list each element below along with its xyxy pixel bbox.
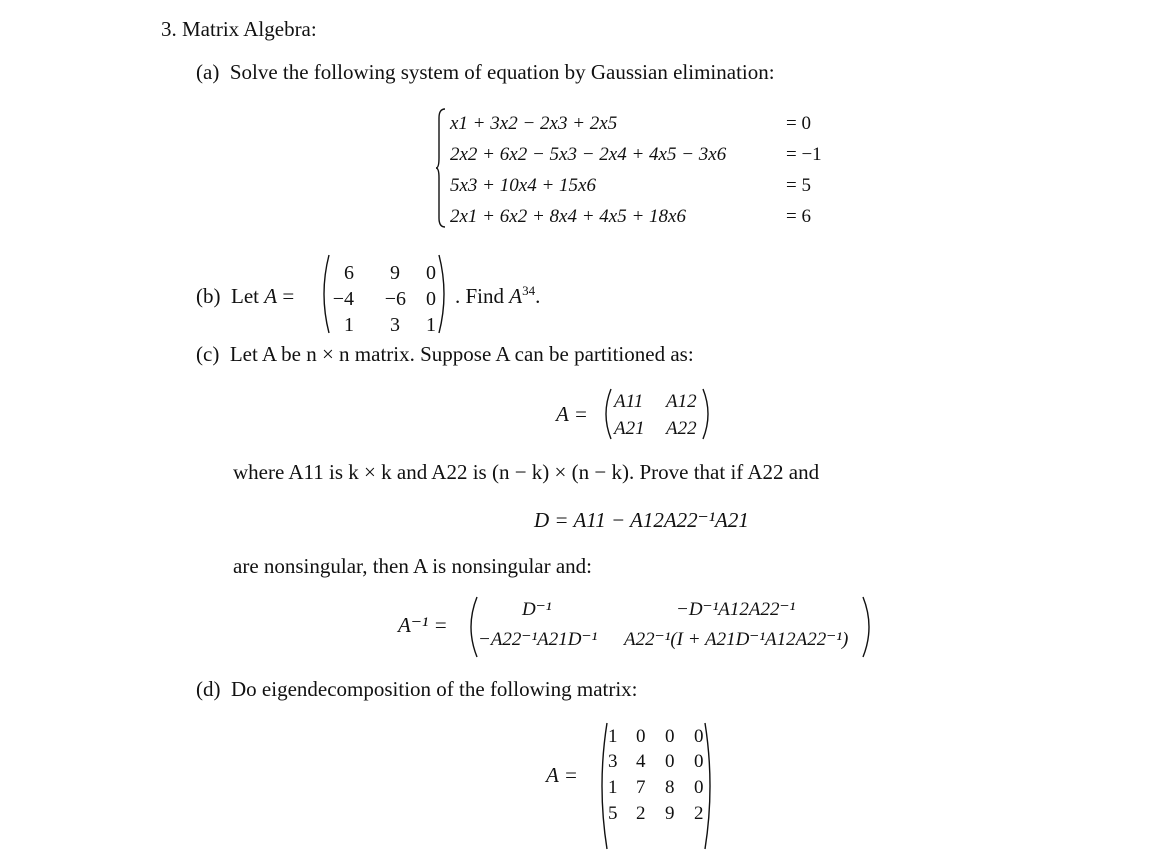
b-cell-2-2: 1: [426, 314, 436, 336]
d-cell-1-1: 4: [636, 751, 646, 772]
b-cell-0-1: 9: [390, 262, 400, 284]
equation-4-lhs: 2x1 + 6x2 + 8x4 + 4x5 + 18x6: [450, 206, 686, 227]
block-cell-0-0: A11: [614, 391, 644, 412]
inv-cell-0-0: D⁻¹: [522, 599, 552, 620]
d-cell-1-0: 3: [608, 751, 618, 772]
equation-1-lhs: x1 + 3x2 − 2x3 + 2x5: [450, 113, 618, 134]
d-cell-0-1: 0: [636, 726, 646, 747]
part-d-text: Do eigendecomposition of the following matrix:: [231, 677, 638, 701]
part-a-text: [196, 62, 775, 83]
left-brace: [436, 108, 446, 228]
part-c-inverse-label: A⁻¹ =: [398, 613, 448, 637]
part-b-power-base: A: [509, 284, 523, 308]
part-b-suffix: [455, 283, 541, 308]
inv-cell-1-1: A22⁻¹(I + A21D⁻¹A12A22⁻¹): [624, 629, 849, 650]
d-cell-3-3: 2: [694, 803, 704, 824]
part-d-lhs: A =: [546, 763, 578, 787]
inv-cell-0-1: −D⁻¹A12A22⁻¹: [676, 599, 796, 620]
part-c-where: where A11 is k × k and A22 is (n − k) × (n − k). Prove that if A22 and: [233, 460, 820, 484]
equation-3-lhs: 5x3 + 10x4 + 15x6: [450, 175, 596, 196]
part-b-power: 34: [522, 283, 536, 298]
part-c-block-left-paren: [600, 388, 612, 440]
part-c-block-right-paren: [702, 388, 714, 440]
equation-3-rhs: = 5: [786, 175, 811, 196]
part-b-find: . Find: [455, 284, 505, 308]
part-b-prefix: [196, 286, 294, 307]
inv-cell-1-0: −A22⁻¹A21D⁻¹: [478, 629, 598, 650]
equation-4-rhs: = 6: [786, 206, 811, 227]
d-cell-3-0: 5: [608, 803, 618, 824]
d-cell-2-0: 1: [608, 777, 618, 798]
part-a-label: (a): [196, 60, 220, 84]
d-cell-2-2: 8: [665, 777, 675, 798]
part-d-left-paren: [596, 722, 608, 850]
part-d-right-paren: [704, 722, 716, 850]
part-b-end: .: [535, 284, 541, 308]
d-cell-2-3: 0: [694, 777, 704, 798]
b-cell-2-1: 3: [390, 314, 400, 336]
d-cell-1-3: 0: [694, 751, 704, 772]
part-b-left-paren: [318, 254, 330, 334]
equation-1-rhs: = 0: [786, 113, 811, 134]
block-cell-1-0: A21: [614, 418, 645, 439]
d-cell-1-2: 0: [665, 751, 675, 772]
d-cell-3-2: 9: [665, 803, 675, 824]
block-cell-1-1: A22: [666, 418, 697, 439]
part-b-label: (b): [196, 284, 221, 308]
part-c-d-definition: D = A11 − A12A22⁻¹A21: [534, 508, 749, 532]
part-c-inverse-left-paren: [464, 596, 478, 658]
part-c-block-lhs: A =: [556, 402, 588, 426]
d-cell-2-1: 7: [636, 777, 646, 798]
d-cell-0-3: 0: [694, 726, 704, 747]
b-cell-1-0: −4: [332, 288, 354, 310]
part-b-matrix-name: A: [264, 284, 278, 308]
b-cell-1-1: −6: [384, 288, 406, 310]
part-c-intro-line: [196, 344, 694, 365]
block-cell-0-1: A12: [666, 391, 697, 412]
d-cell-3-1: 2: [636, 803, 646, 824]
part-c-nonsingular: are nonsingular, then A is nonsingular and:: [233, 554, 593, 578]
part-d-line: [196, 679, 638, 700]
part-b-equals: =: [282, 284, 295, 308]
part-d-label: (d): [196, 677, 221, 701]
part-b-right-paren: [438, 254, 450, 334]
b-cell-0-2: 0: [426, 262, 436, 284]
part-c-intro: Let A be n × n matrix. Suppose A can be partitioned as:: [229, 342, 694, 366]
part-c-label: (c): [196, 342, 220, 366]
b-cell-2-0: 1: [344, 314, 354, 336]
part-a-instruction: Solve the following system of equation by Gaussian elimination:: [229, 60, 775, 84]
b-cell-0-0: 6: [344, 262, 354, 284]
equation-2-rhs: = −1: [786, 144, 822, 165]
part-c-inverse-right-paren: [862, 596, 876, 658]
b-cell-1-2: 0: [426, 288, 436, 310]
part-b-let: Let: [231, 284, 259, 308]
equation-2-lhs: 2x2 + 6x2 − 5x3 − 2x4 + 4x5 − 3x6: [450, 144, 727, 165]
d-cell-0-0: 1: [608, 726, 618, 747]
d-cell-0-2: 0: [665, 726, 675, 747]
problem-heading: 3. Matrix Algebra:: [161, 17, 317, 41]
